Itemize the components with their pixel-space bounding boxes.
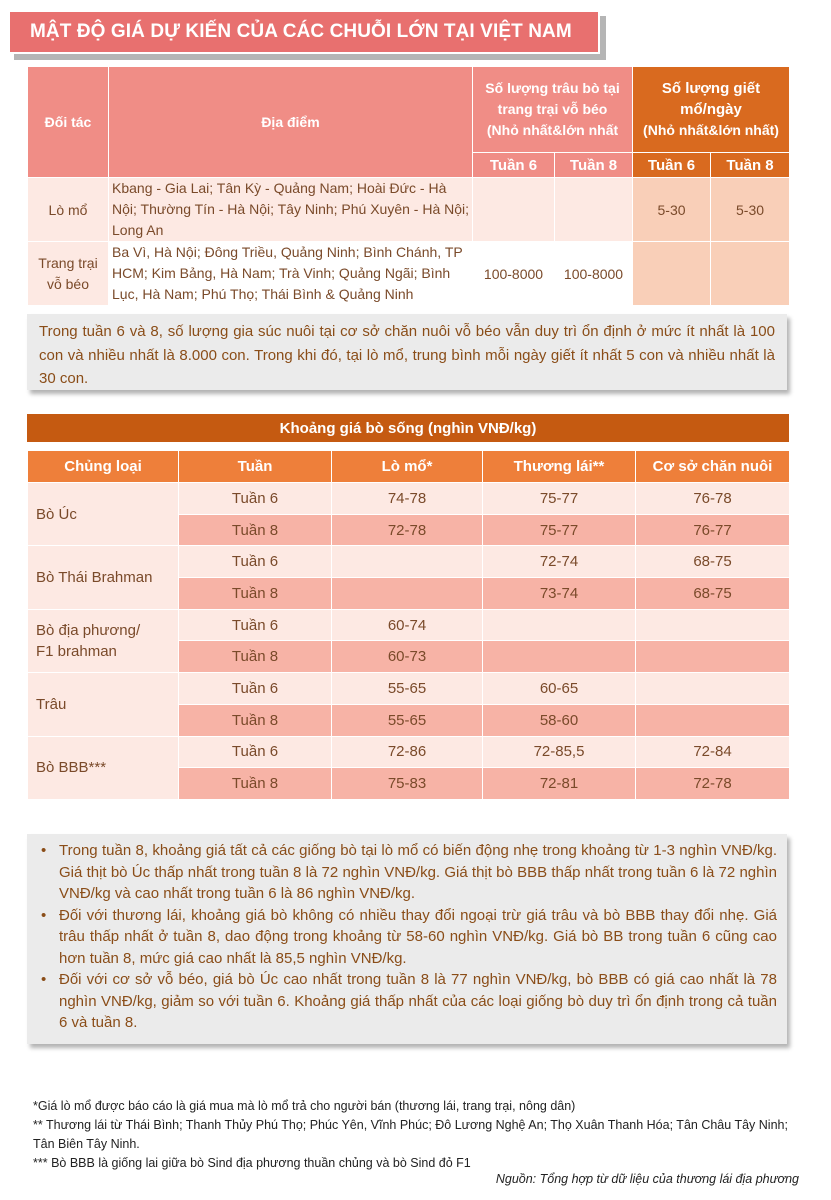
week-cell: Tuần 6 <box>179 673 332 705</box>
price-table-title: Khoảng giá bò sống (nghìn VNĐ/kg) <box>27 414 789 442</box>
breed-cell: Trâu <box>28 673 179 736</box>
breed-cell: Bò Úc <box>28 483 179 546</box>
header-slaughter-week8: Tuần 8 <box>711 153 790 178</box>
breed-cell: Bò BBB*** <box>28 736 179 799</box>
slaughter-price-cell: 75-83 <box>332 768 483 800</box>
header-cattle-count <box>473 67 633 153</box>
header-week: Tuần <box>179 451 332 483</box>
slaughter-price-cell: 60-74 <box>332 609 483 641</box>
source-note: Nguồn: Tổng hợp từ dữ liệu của thương lái địa phương <box>495 1172 799 1186</box>
cattle-week6-cell <box>473 178 555 242</box>
header-slaughter-line2: mổ/ngày <box>680 101 742 118</box>
slaughter-price-cell: 55-65 <box>332 673 483 705</box>
cattle-week6-cell: 100-8000 <box>473 242 555 306</box>
slaughter-price-cell <box>332 546 483 578</box>
slaughter-week6-cell: 5-30 <box>633 178 711 242</box>
trader-price-cell <box>483 609 636 641</box>
week-cell: Tuần 6 <box>179 546 332 578</box>
trader-price-cell: 60-65 <box>483 673 636 705</box>
location-cell: Kbang - Gia Lai; Tân Kỳ - Quảng Nam; Hoài Đức - Hà Nội; Thường Tín - Hà Nội; Tây Ninh; Phú Xuyên - Hà Nội; Long An <box>109 178 473 242</box>
farm-price-cell <box>636 704 790 736</box>
farm-price-cell: 68-75 <box>636 578 790 610</box>
header-slaughter-line3: (Nhỏ nhất&lớn nhất) <box>643 122 779 138</box>
partner-line2: vỗ béo <box>46 275 90 292</box>
partner-line1: Trang trại <box>38 254 98 271</box>
trader-price-cell: 72-85,5 <box>483 736 636 768</box>
price-table <box>27 450 790 800</box>
partner-cell <box>28 242 109 306</box>
week-cell: Tuần 6 <box>179 736 332 768</box>
table-row <box>28 178 790 242</box>
week-cell: Tuần 8 <box>179 704 332 736</box>
header-cattle-line2: trang trại vỗ béo <box>497 101 608 117</box>
table-row <box>28 673 790 705</box>
week-cell: Tuần 6 <box>179 609 332 641</box>
table-row <box>28 242 790 306</box>
trader-price-cell: 75-77 <box>483 483 636 515</box>
farm-price-cell: 76-77 <box>636 514 790 546</box>
slaughter-price-cell: 60-73 <box>332 641 483 673</box>
header-trader: Thương lái** <box>483 451 636 483</box>
header-slaughter-week6: Tuần 6 <box>633 153 711 178</box>
slaughter-price-cell: 72-86 <box>332 736 483 768</box>
header-slaughterhouse: Lò mổ* <box>332 451 483 483</box>
table-row <box>28 736 790 768</box>
header-breed: Chủng loại <box>28 451 179 483</box>
header-slaughter-line1: Số lượng giết <box>661 80 761 97</box>
partner-cell: Lò mổ <box>28 178 109 242</box>
slaughter-week8-cell: 5-30 <box>711 178 790 242</box>
bullet-list <box>39 840 777 1034</box>
farm-price-cell <box>636 609 790 641</box>
farm-price-cell: 76-78 <box>636 483 790 515</box>
footnote: *** Bò BBB là giống lai giữa bò Sind địa phương thuần chủng và bò Sind đỏ F1 <box>33 1156 471 1170</box>
bullet-item: • Đối với cơ sở vỗ béo, giá bò Úc cao nhất trong tuần 8 là 77 nghìn VNĐ/kg, bò BBB có giá cao nhất là 78 nghìn VNĐ/kg, giảm so với tuần 6. Khoảng giá thấp nhất của các loại giống bò duy trì ổn định trong cả tuần 6 và tuần 8. <box>39 969 777 1034</box>
header-partner: Đối tác <box>28 67 109 178</box>
header-cattle-week8: Tuần 8 <box>555 153 633 178</box>
trader-price-cell: 75-77 <box>483 514 636 546</box>
cattle-week8-cell: 100-8000 <box>555 242 633 306</box>
week-cell: Tuần 8 <box>179 514 332 546</box>
footnotes <box>33 1097 793 1173</box>
bullet-item: • Đối với thương lái, khoảng giá bò không có nhiều thay đổi ngoại trừ giá trâu và bò BBB thay đổi nhẹ. Giá trâu thấp nhất ở tuần 8, dao động trong khoảng từ 58-60 nghìn VNĐ/kg. Giá bò BB trong tuần 6 cũng cao hơn tuần 8, mức giá cao nhất là 85,5 nghìn VNĐ/kg. <box>39 905 777 970</box>
location-cell: Ba Vì, Hà Nội; Đông Triều, Quảng Ninh; Bình Chánh, TP HCM; Kim Bảng, Hà Nam; Trà Vinh; Quảng Ngãi; Bình Lục, Hà Nam; Phú Thọ; Thái Bình & Quảng Ninh <box>109 242 473 306</box>
trader-price-cell <box>483 641 636 673</box>
table-row <box>28 609 790 641</box>
footnote: *Giá lò mổ được báo cáo là giá mua mà lò mổ trả cho người bán (thương lái, trang trại, nông dân) <box>33 1099 576 1113</box>
slaughter-price-cell <box>332 578 483 610</box>
trader-price-cell: 58-60 <box>483 704 636 736</box>
slaughter-week8-cell <box>711 242 790 306</box>
farm-price-cell: 68-75 <box>636 546 790 578</box>
table-row <box>28 546 790 578</box>
breed-cell: Bò Thái Brahman <box>28 546 179 609</box>
breed-cell <box>28 609 179 672</box>
header-cattle-line1: Số lượng trâu bò tại <box>485 80 620 96</box>
slaughter-week6-cell <box>633 242 711 306</box>
cattle-week8-cell <box>555 178 633 242</box>
header-location: Địa điểm <box>109 67 473 178</box>
header-cattle-week6: Tuần 6 <box>473 153 555 178</box>
week-cell: Tuần 6 <box>179 483 332 515</box>
table-row <box>28 483 790 515</box>
partners-table <box>27 66 790 306</box>
page-title: MẬT ĐỘ GIÁ DỰ KIẾN CỦA CÁC CHUỖI LỚN TẠI VIỆT NAM <box>30 21 572 42</box>
farm-price-cell <box>636 673 790 705</box>
farm-price-cell: 72-78 <box>636 768 790 800</box>
trader-price-cell: 72-81 <box>483 768 636 800</box>
slaughter-price-cell: 74-78 <box>332 483 483 515</box>
header-farm: Cơ sở chăn nuôi <box>636 451 790 483</box>
banner <box>8 10 606 60</box>
bullet-item: • Trong tuần 8, khoảng giá tất cả các giống bò tại lò mổ có biến động nhẹ trong khoảng từ 1-3 nghìn VNĐ/kg. Giá thịt bò Úc thấp nhất trong tuần 8 là 72 nghìn VNĐ/kg. Giá thịt bò BBB thấp nhất trong tuần 6 là 72 nghìn VNĐ/kg và cao nhất trong tuần 6 là 86 nghìn VNĐ/kg. <box>39 840 777 905</box>
week-cell: Tuần 8 <box>179 578 332 610</box>
week-cell: Tuần 8 <box>179 768 332 800</box>
footnote: ** Thương lái từ Thái Bình; Thanh Thủy Phú Thọ; Phúc Yên, Vĩnh Phúc; Đô Lương Nghệ An; Thọ Xuân Thanh Hóa; Tân Châu Tây Ninh; Tân Biên Tây Ninh. <box>33 1118 788 1151</box>
farm-price-cell: 72-84 <box>636 736 790 768</box>
farm-price-cell <box>636 641 790 673</box>
week-cell: Tuần 8 <box>179 641 332 673</box>
summary-note-2 <box>27 834 787 1044</box>
trader-price-cell: 72-74 <box>483 546 636 578</box>
breed-line2: F1 brahman <box>36 642 117 660</box>
header-cattle-line3: (Nhỏ nhất&lớn nhất <box>486 122 619 138</box>
slaughter-price-cell: 72-78 <box>332 514 483 546</box>
summary-note-1: Trong tuần 6 và 8, số lượng gia súc nuôi tại cơ sở chăn nuôi vỗ béo vẫn duy trì ổn định ở mức ít nhất là 100 con và nhiều nhất là 8.000 con. Trong khi đó, tại lò mổ, trung bình mỗi ngày giết ít nhất 5 con và nhiều nhất là 30 con. <box>27 314 787 390</box>
slaughter-price-cell: 55-65 <box>332 704 483 736</box>
trader-price-cell: 73-74 <box>483 578 636 610</box>
banner-face <box>8 10 600 54</box>
price-table-header-row <box>28 451 790 483</box>
breed-line1: Bò địa phương/ <box>36 621 141 639</box>
header-slaughter-count <box>633 67 790 153</box>
